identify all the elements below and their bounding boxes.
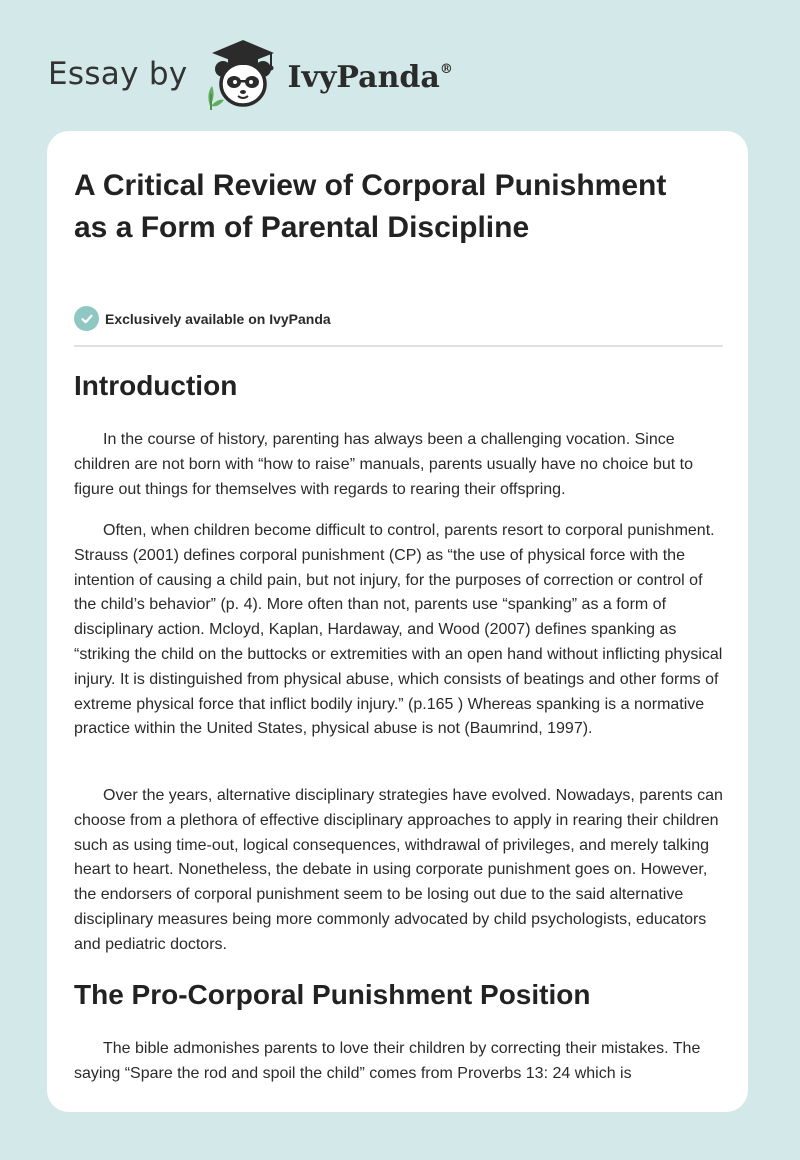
essay-title: A Critical Review of Corporal Punishment as a Form of Parental Discipline <box>74 169 667 244</box>
brand-name: IvyPanda® <box>287 59 453 95</box>
paragraph: Over the years, alternative disciplinary strategies have evolved. Nowadays, parents can choose from a plethora of effective disciplinary approaches to apply in rearing their children such as using time-out, logical consequences, withdrawal of privileges, and merely talking heart to heart. Nonetheless, the debate in using corporate punishment goes on. However, the endorsers of corporal punishment seem to be losing out due to the said alternative disciplinary measures being more commonly advocated by child psychologists, educators and pediatric doctors. <box>74 787 723 953</box>
section-heading-introduction: Introduction <box>74 370 238 401</box>
title-divider <box>74 345 723 347</box>
panda-graduate-logo-icon <box>202 36 284 112</box>
paragraph: In the course of history, parenting has always been a challenging vocation. Since children are not born with “how to raise” manuals, parents usually have no choice but to figure out things for themselves with regards to rearing their offspring. <box>74 431 694 498</box>
site-logo[interactable] <box>48 36 453 112</box>
trademark-symbol: ® <box>439 61 453 77</box>
paragraph: Often, when children become difficult to control, parents resort to corporal punishment. Strauss (2001) defines corporal punishment (CP) as “the use of physical force with the intention of causing a child pain, but not injury, for the purposes of correction or control of the child’s behavior” (p. 4). More often than not, parents use “spanking” as a form of disciplinary action. Mcloyd, Kaplan, Hardaway, and Wood (2007) defines spanking as “striking the child on the buttocks or extremities with an open hand without inflicting physical injury. It is distinguished from physical abuse, which consists of beatings and other forms of extreme physical force that inflict bodily injury.” (p.165 ) Whereas spanking is a normative practice within the United States, physical abuse is not (Baumrind, 1997). <box>74 522 723 738</box>
section-heading-pro-corporal-punishment: The Pro-Corporal Punishment Position <box>74 979 591 1010</box>
exclusive-badge <box>74 306 331 331</box>
exclusive-badge-text: Exclusively available on IvyPanda <box>105 310 331 327</box>
check-circle-icon <box>74 306 99 331</box>
brand-prefix: Essay by <box>48 56 188 92</box>
essay-card <box>47 131 748 1112</box>
paragraph: The bible admonishes parents to love their children by correcting their mistakes. The saying “Spare the rod and spoil the child” comes from Proverbs 13: 24 which is <box>74 1040 701 1082</box>
